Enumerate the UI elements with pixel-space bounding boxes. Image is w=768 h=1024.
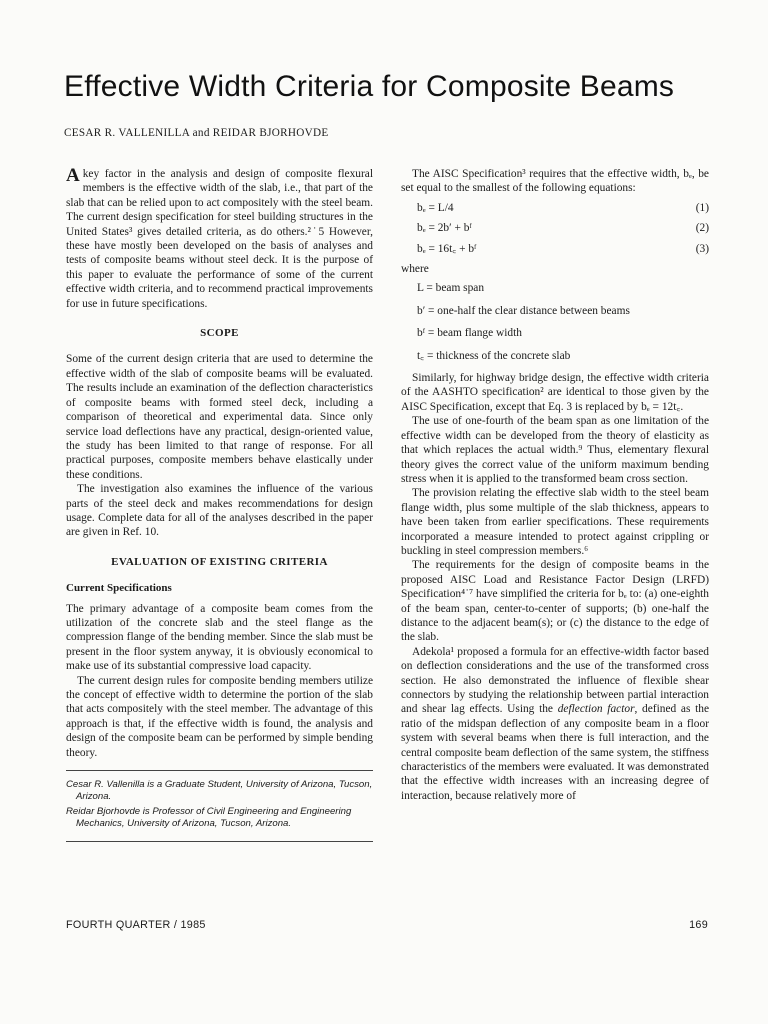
equation-expression: bₑ = L/4 [417,201,454,214]
equation-expression: bₑ = 16t꜀ + bᶠ [417,242,477,255]
equation-1 [401,201,709,215]
adekola-text-start: Adekola¹ proposed a formula for an effective-width factor based on deflection considerations and the use of the transformed cross section. He also demonstrated the influence of flexible shear connectors by studying the relationship between partial interaction and shear lag effects. Using the [401,645,709,716]
author-affiliations [66,779,373,831]
current-specifications-heading: Current Specifications [66,582,172,595]
definition-slab-thickness: t꜀ = thickness of the concrete slab [417,349,571,362]
intro-paragraph [66,167,373,311]
one-fourth-paragraph: The use of one-fourth of the beam span as one limitation of the effective width can be developed from the theory of elasticity as that which replaces the actual width.⁹ Thus, elementary flexural theory gives the correct value of the uniform maximum bending stress when it is applied to the transformed beam cross section. [401,415,709,485]
footnote-rule-bottom [66,841,373,842]
equation-number: (2) [695,222,709,235]
definition-span: L = beam span [417,282,485,295]
page-number: 169 [689,919,708,931]
adekola-paragraph [401,645,709,803]
affiliation-vallenilla: Cesar R. Vallenilla is a Graduate Student, University of Arizona, Tucson, Arizona. [66,779,373,803]
definition-half-distance: b′ = one-half the clear distance between beams [417,304,630,317]
scope-heading: SCOPE [200,327,239,340]
journal-issue: FOURTH QUARTER / 1985 [66,919,206,931]
article-authors: CESAR R. VALLENILLA and REIDAR BJORHOVDE [64,127,329,139]
equation-number: (3) [695,242,709,255]
flange-provision-paragraph: The provision relating the effective slab width to the steel beam flange width, plus some multiple of the slab thickness, appears to have been taken from earlier specifications. These requirements incorporated a measure intended to protect against crippling or buckling in steel compression members.⁶ [401,487,709,557]
where-label: where [401,263,429,276]
evaluation-heading: EVALUATION OF EXISTING CRITERIA [111,555,328,568]
equation-expression: bₑ = 2b′ + bᶠ [417,222,472,235]
drop-cap: A [66,165,80,186]
equation-2 [401,221,709,235]
current-paragraph-2: The current design rules for composite bending members utilize the concept of effective width to determine the portion of the slab that acts compositely with the steel member. The advantage of this approach is that, if the effective width is found, the analysis and design of the composite beam can be performed by simple bending theory. [66,674,373,759]
equation-number: (1) [695,201,709,214]
deflection-factor-term: deflection factor [557,703,635,716]
article-title: Effective Width Criteria for Composite Beams [64,70,675,103]
equation-3 [401,242,709,256]
right-column [401,167,709,803]
lrfd-paragraph: The requirements for the design of composite beams in the proposed AISC Load and Resistance Factor Design (LRFD) Specification⁴˙⁷ have simplified the criteria for bₑ to: (a) one-eighth of the beam span, center-to-center of supports; (b) one-half the distance to the adjacent beam(s); or (c) the distance to the edge of the slab. [401,559,709,644]
adekola-text-end: , defined as the ratio of the midspan deflection of any composite beam in a floor system with several beams when there is full interaction, and the central composite beam deflection of the same system, the stiffness characteristics of the members were evaluated. It was demonstrated that the effective width increases with an increasing degree of interaction, because relatively more of [401,703,710,802]
scope-paragraph-2: The investigation also examines the influence of the various parts of the steel deck and makes recommendations for design usage. Complete data for all of the analyses described in the paper are given in Ref. 10. [66,483,373,539]
left-column [66,167,373,850]
current-paragraph-1: The primary advantage of a composite beam comes from the utilization of the concrete slab and the steel flange as the compression flange of the bending member. Since the slab must be present in the floor system anyway, it is obviously economical to make use of its substantial compressive load capacity. [66,602,373,673]
aashto-paragraph: Similarly, for highway bridge design, the effective width criteria of the AASHTO specification² are identical to those given by the AISC Specification, except that Eq. 3 is replaced by bₑ = 12t꜀. [401,372,709,413]
intro-text: key factor in the analysis and design of composite flexural members is the effective width of the slab, i.e., that part of the slab that can be relied upon to act compositely with the steel beam. The current design specification for steel building structures in the United States³ gives detailed criteria, as do others.²˙5 However, these have mostly been developed on the basis of analyses and tests of composite beams without steel deck. It is the purpose of this paper to evaluate the performance of some of the current effective width criteria, and to recommend practical improvements for use in future specifications. [66,168,373,310]
definition-flange-width: bᶠ = beam flange width [417,327,522,340]
affiliation-bjorhovde: Reidar Bjorhovde is Professor of Civil Engineering and Engineering Mechanics, University of Arizona, Tucson, Arizona. [66,805,352,830]
aisc-paragraph: The AISC Specification³ requires that the effective width, bₑ, be set equal to the smallest of the following equations: [401,168,709,195]
footnote-rule-top [66,770,373,771]
scope-paragraph-1: Some of the current design criteria that are used to determine the effective width of the slab of composite beams will be evaluated. The results include an examination of the deflection characteristics of composite beams with formed steel deck, including a comparison of theoretical and experimental data. Since only service load deflections have any practical, design-oriented value, the study has been limited to that range of response. For all practical purposes, composite members behave elastically under these conditions. [66,353,373,481]
